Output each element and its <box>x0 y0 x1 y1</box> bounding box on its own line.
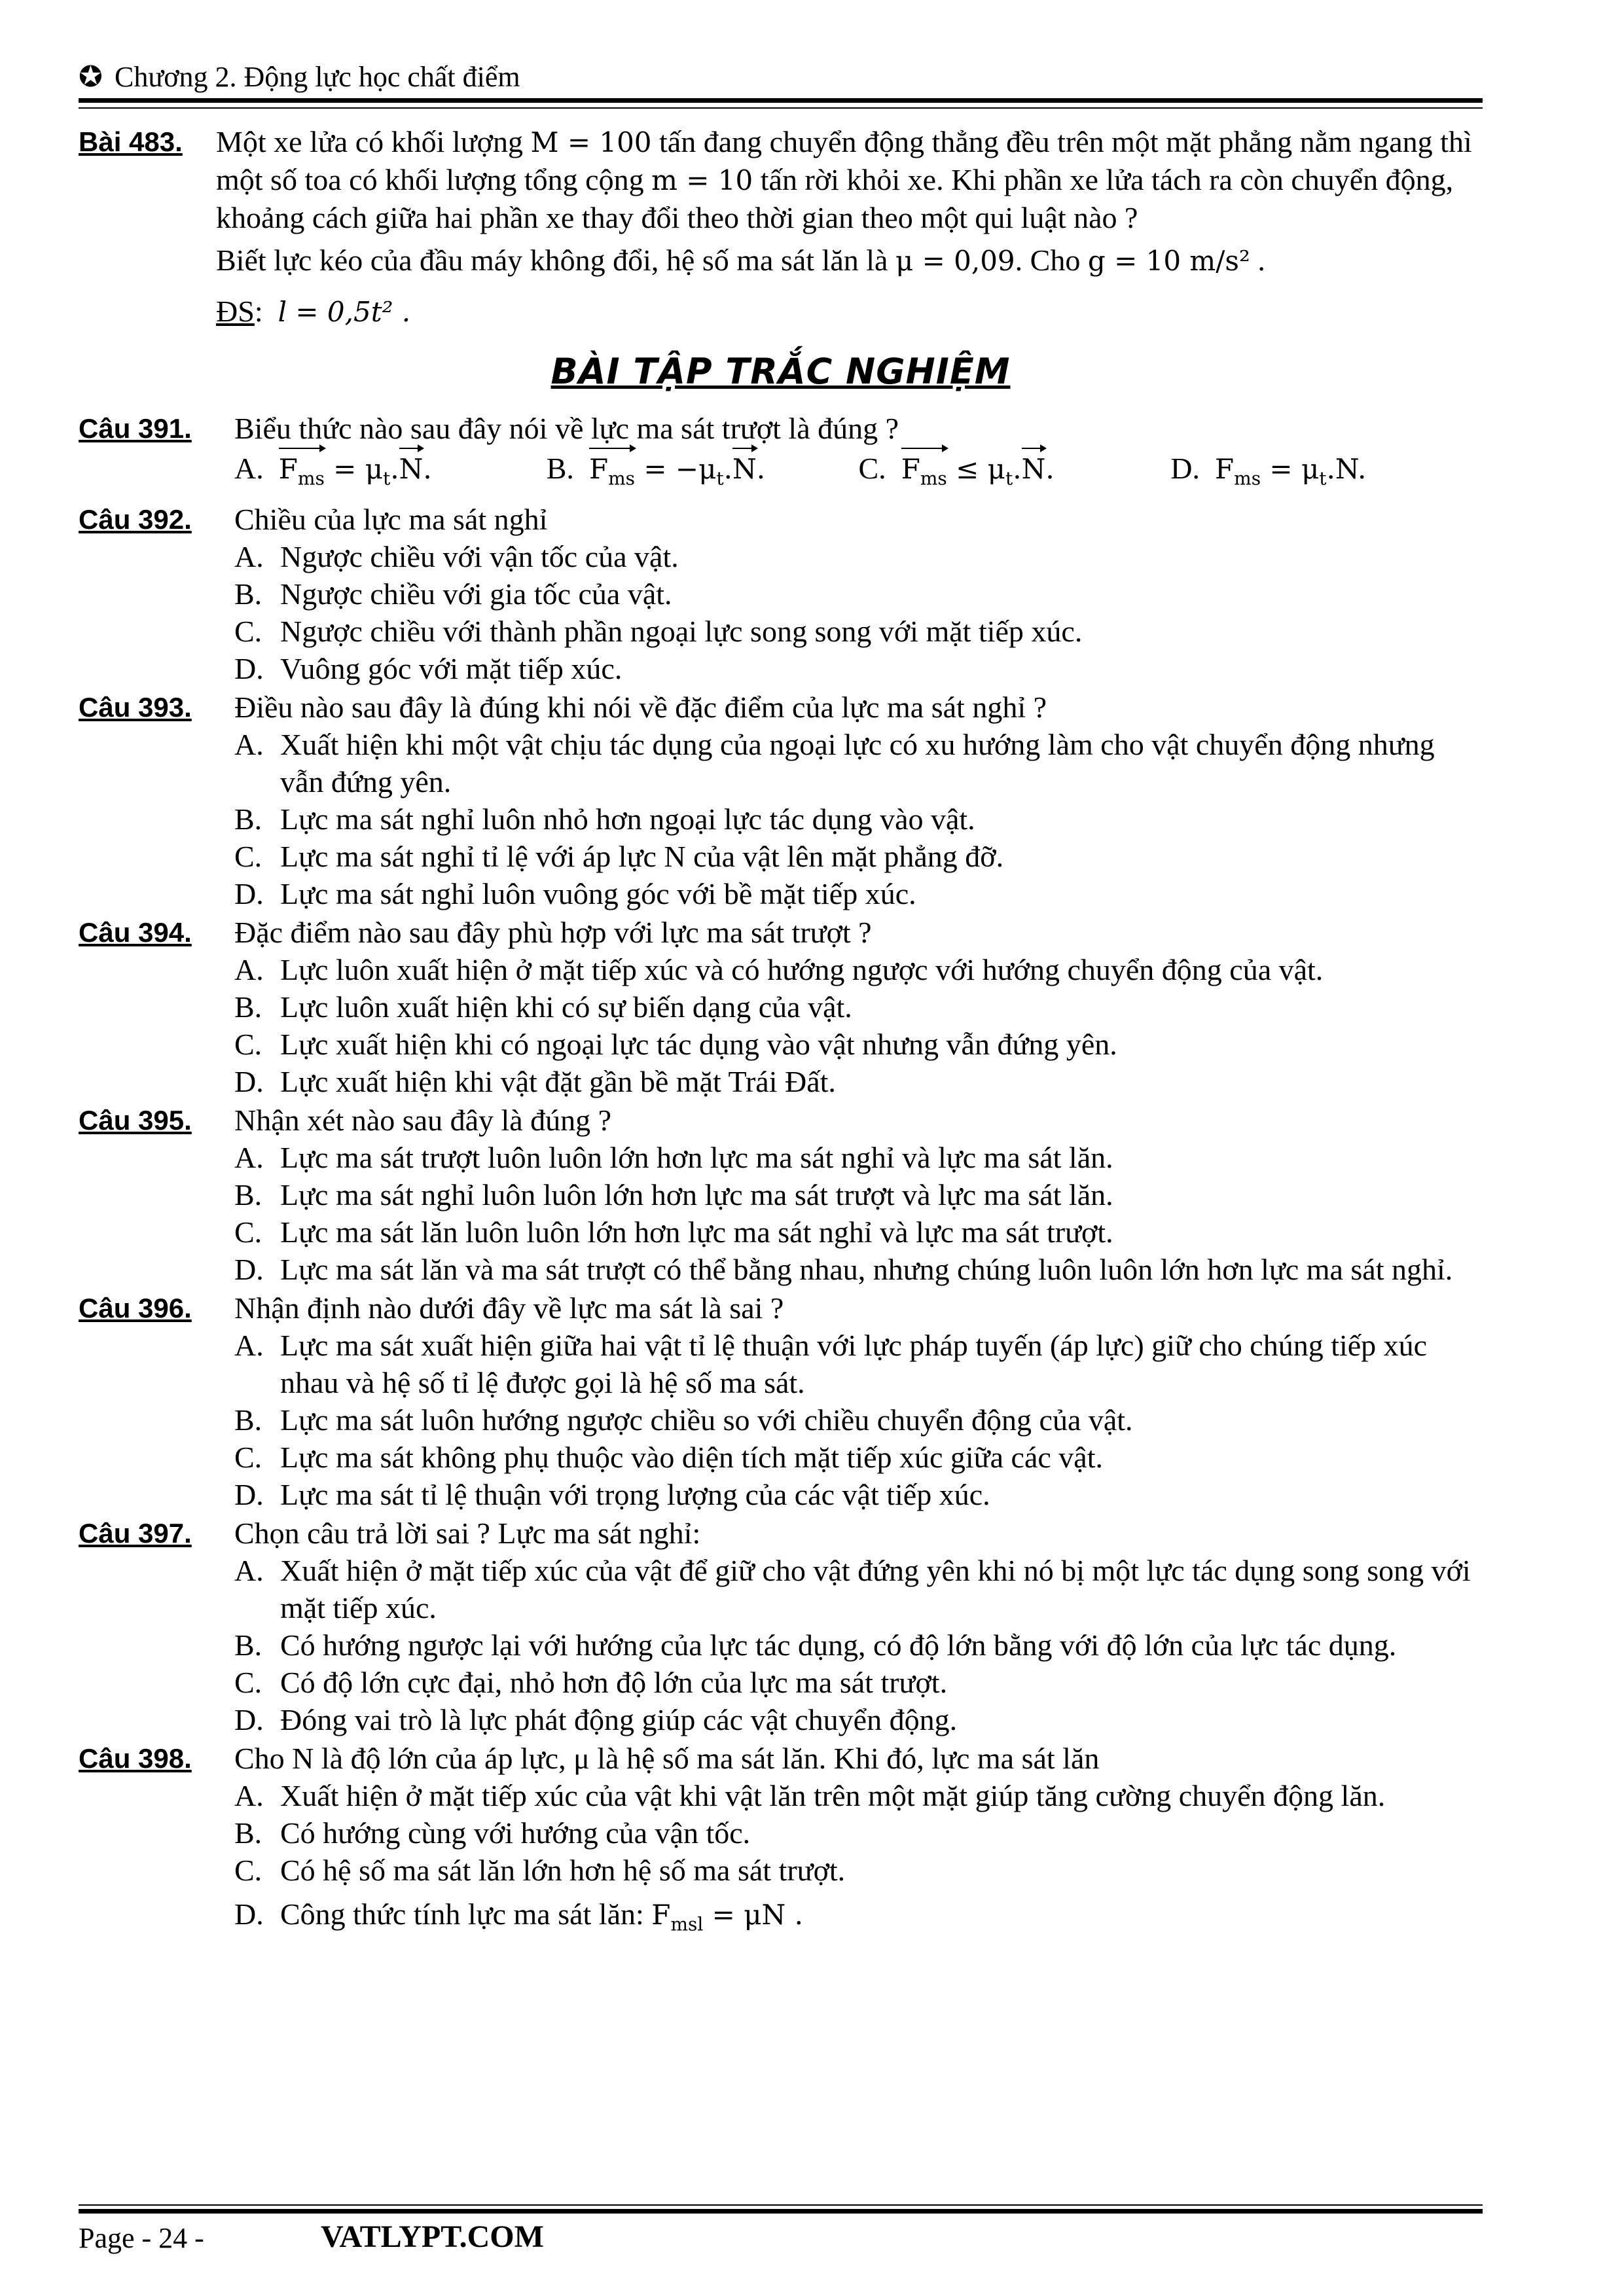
operator: = <box>324 453 365 485</box>
option-b <box>79 1814 1483 1852</box>
option-a <box>79 538 1483 575</box>
question-396 <box>79 1289 1483 1327</box>
option-b <box>547 450 859 497</box>
option-text: Xuất hiện khi một vật chịu tác dụng của ngoại lực có xu hướng làm cho vật chuyển động nhưng vẫn đứng yên. <box>280 728 1435 799</box>
chapter-title: Chương 2. Động lực học chất điểm <box>115 61 520 93</box>
problem-line-2 <box>216 242 1483 279</box>
option-label: A. <box>234 540 264 574</box>
answer-line <box>79 293 1483 331</box>
subscript: ms <box>920 467 947 490</box>
option-c <box>79 1852 1483 1889</box>
question-text: Biểu thức nào sau đây nói về lực ma sát trượt là đúng ? <box>234 412 899 445</box>
mu-symbol: μ <box>987 453 1005 485</box>
option-a <box>79 1777 1483 1814</box>
math-expr: μ = 0,09 <box>895 245 1015 277</box>
option-c <box>79 613 1483 650</box>
question-text: Đặc điểm nào sau đây phù hợp với lực ma sát trượt ? <box>234 916 872 950</box>
question-label: Câu 396. <box>79 1293 192 1324</box>
option-c <box>79 1439 1483 1476</box>
math-expr: M = 100 <box>530 126 652 158</box>
math-expr: g = 10 m/s² <box>1087 245 1250 277</box>
footer-rule <box>79 2209 1483 2214</box>
page-body <box>79 123 1483 1943</box>
question-391 <box>79 410 1483 447</box>
star-icon: ✪ <box>79 61 103 93</box>
question-395 <box>79 1102 1483 1139</box>
option-b <box>79 988 1483 1026</box>
f-symbol: F <box>651 1899 671 1931</box>
answer-label: ĐS <box>216 295 255 328</box>
option-text: Xuất hiện ở mặt tiếp xúc của vật để giữ cho vật đứng yên khi nó bị một lực tác dụng song song với mặt tiếp xúc. <box>280 1554 1471 1625</box>
option-label: A. <box>234 953 264 987</box>
option-c <box>79 1664 1483 1701</box>
option-label: C. <box>234 1028 262 1062</box>
answer-value: l = 0,5t² . <box>278 296 411 328</box>
option-text: Lực ma sát lăn luôn luôn lớn hơn lực ma sát nghỉ và lực ma sát trượt. <box>280 1215 1113 1249</box>
formula-rest: = μN . <box>703 1899 803 1931</box>
footer-rule-thin <box>79 2204 1483 2206</box>
problem-text-part: Một xe lửa có khối lượng <box>216 125 531 158</box>
math-expr: m = 10 <box>651 164 753 196</box>
vector-f <box>901 450 947 497</box>
question-text: Nhận định nào dưới đây về lực ma sát là sai ? <box>234 1291 784 1325</box>
option-a <box>79 1327 1483 1401</box>
f-symbol: F <box>278 453 298 485</box>
option-text-part: Công thức tính lực ma sát lăn: <box>280 1897 652 1931</box>
question-text: Nhận xét nào sau đây là đúng ? <box>234 1103 612 1138</box>
option-text: Xuất hiện ở mặt tiếp xúc của vật khi vật lăn trên một mặt giúp tăng cường chuyển động lăn. <box>280 1779 1386 1813</box>
answer-sep: : <box>254 295 263 328</box>
n-symbol: N <box>1021 453 1046 485</box>
option-text: Đóng vai trò là lực phát động giúp các vật chuyển động. <box>280 1703 958 1737</box>
option-d <box>79 1895 1483 1943</box>
option-text: Vuông góc với mặt tiếp xúc. <box>280 652 623 686</box>
option-label: D. <box>234 1065 264 1099</box>
vector-n <box>399 450 424 488</box>
option-text: Ngược chiều với gia tốc của vật. <box>280 577 672 611</box>
dot: . <box>1326 453 1335 485</box>
question-label: Câu 391. <box>79 413 192 444</box>
option-d <box>79 1251 1483 1288</box>
option-label: B. <box>234 1178 262 1212</box>
subscript: t <box>1005 467 1013 490</box>
question-label: Câu 393. <box>79 692 192 723</box>
period: . <box>423 453 432 485</box>
option-label: D. <box>1170 452 1200 485</box>
option-label: B. <box>234 1628 262 1662</box>
problem-text-part: tấn rời khỏi xe. Khi phần xe lửa tách ra còn chuyển động, khoảng cách giữa hai phần xe thay đổi theo thời gian theo một qui luật nào ? <box>216 163 1454 234</box>
option-label: C. <box>234 1854 262 1888</box>
subscript: t <box>716 467 724 490</box>
option-a <box>79 951 1483 988</box>
header-rule <box>79 98 1483 103</box>
problem-text-part: tấn đang chuyển động thẳng đều trên một mặt phẳng nằm ngang thì một số toa có khối lượng tổng cộng <box>216 125 1472 196</box>
option-text: Có độ lớn cực đại, nhỏ hơn độ lớn của lực ma sát trượt. <box>280 1666 948 1700</box>
option-text: Lực ma sát nghỉ luôn nhỏ hơn ngoại lực tác dụng vào vật. <box>280 802 975 836</box>
dot: . <box>723 453 733 485</box>
question-397 <box>79 1515 1483 1552</box>
option-text: Lực luôn xuất hiện khi có sự biến dạng của vật. <box>280 990 852 1024</box>
mu-symbol: μ <box>365 453 384 485</box>
question-label: Câu 397. <box>79 1518 192 1549</box>
option-b <box>79 1401 1483 1439</box>
mu-symbol: μ <box>698 453 717 485</box>
option-label: A. <box>234 1141 264 1175</box>
problem-text <box>216 123 1483 279</box>
operator: = − <box>635 453 699 485</box>
option-label: D. <box>234 652 264 686</box>
mu-symbol: μ <box>1301 453 1320 485</box>
subscript: ms <box>297 467 325 490</box>
subscript: t <box>383 467 391 490</box>
option-label: B. <box>234 1403 262 1437</box>
option-c <box>79 838 1483 875</box>
option-text: Lực ma sát lăn và ma sát trượt có thể bằng nhau, nhưng chúng luôn luôn lớn hơn lực ma sát nghỉ. <box>280 1253 1453 1287</box>
question-text: Chọn câu trả lời sai ? Lực ma sát nghỉ: <box>234 1516 701 1551</box>
question-391-options <box>79 450 1483 497</box>
option-d <box>1170 450 1483 497</box>
option-text: Lực xuất hiện khi vật đặt gần bề mặt Trái Đất. <box>280 1065 836 1099</box>
option-b <box>79 1176 1483 1213</box>
option-label: C. <box>234 840 262 874</box>
option-c <box>79 1026 1483 1063</box>
option-c <box>859 450 1171 497</box>
option-b <box>79 1626 1483 1664</box>
site-name: VATLYPT.COM <box>321 2219 544 2254</box>
option-text: Lực ma sát nghỉ tỉ lệ với áp lực N của vật lên mặt phẳng đỡ. <box>280 840 1004 874</box>
header-rule-thin <box>79 107 1483 109</box>
option-text: Lực ma sát luôn hướng ngược chiều so với chiều chuyển động của vật. <box>280 1403 1133 1437</box>
n-symbol: N <box>399 453 424 485</box>
option-label: B. <box>234 1816 262 1850</box>
option-text: Có hướng cùng với hướng của vận tốc. <box>280 1816 751 1850</box>
option-a <box>79 726 1483 800</box>
period: . <box>756 453 766 485</box>
question-label: Câu 395. <box>79 1105 192 1136</box>
question-393 <box>79 689 1483 726</box>
option-label: A. <box>234 1329 264 1363</box>
option-c <box>79 1213 1483 1251</box>
option-label: C. <box>234 615 262 649</box>
question-394 <box>79 914 1483 951</box>
operator: = <box>1261 453 1301 485</box>
option-d <box>79 1701 1483 1738</box>
section-title: BÀI TẬP TRẮC NGHIỆM <box>550 351 1011 392</box>
option-text: Lực ma sát trượt luôn luôn lớn hơn lực ma sát nghỉ và lực ma sát lăn. <box>280 1141 1113 1175</box>
option-label: D. <box>234 1253 264 1287</box>
vector-n <box>1022 450 1046 488</box>
question-text: Chiều của lực ma sát nghỉ <box>234 503 548 537</box>
vector-f <box>279 450 325 497</box>
option-d <box>79 875 1483 912</box>
option-d <box>79 1063 1483 1100</box>
question-392 <box>79 501 1483 538</box>
option-label: B. <box>234 990 262 1024</box>
option-a <box>79 1552 1483 1626</box>
option-label: D. <box>234 1897 264 1931</box>
option-text <box>280 1895 1483 1943</box>
f-symbol: F <box>1214 453 1235 485</box>
page-number: Page - 24 - <box>79 2222 204 2254</box>
dot: . <box>1013 453 1022 485</box>
option-text: Lực luôn xuất hiện ở mặt tiếp xúc và có hướng ngược với hướng chuyển động của vật. <box>280 953 1324 987</box>
option-label: A. <box>234 452 264 485</box>
option-label: A. <box>234 1554 264 1588</box>
option-b <box>79 800 1483 838</box>
n-symbol: N <box>1335 453 1358 485</box>
problem-label: Bài 483. <box>79 126 183 157</box>
question-label: Câu 394. <box>79 917 192 948</box>
option-text: Lực ma sát nghỉ luôn vuông góc với bề mặt tiếp xúc. <box>280 877 916 911</box>
option-label: B. <box>546 452 574 485</box>
vector-n <box>732 450 757 488</box>
n-symbol: N <box>732 453 757 485</box>
period: . <box>1357 453 1367 485</box>
option-a <box>234 450 547 497</box>
problem-text-part: . Cho <box>1015 243 1088 277</box>
f-symbol: F <box>901 453 920 485</box>
question-text: Điều nào sau đây là đúng khi nói về đặc điểm của lực ma sát nghỉ ? <box>234 691 1047 725</box>
option-a <box>79 1139 1483 1176</box>
option-d <box>79 1476 1483 1513</box>
question-text: Cho N là độ lớn của áp lực, μ là hệ số ma sát lăn. Khi đó, lực ma sát lăn <box>234 1742 1100 1776</box>
question-label: Câu 392. <box>79 504 192 535</box>
f-symbol: F <box>588 453 609 485</box>
question-label: Câu 398. <box>79 1743 192 1774</box>
option-label: A. <box>234 728 264 762</box>
option-text: Lực ma sát nghỉ luôn luôn lớn hơn lực ma sát trượt và lực ma sát lăn. <box>280 1178 1113 1212</box>
option-label: C. <box>234 1441 262 1475</box>
option-d <box>79 650 1483 687</box>
problem-483 <box>79 123 1483 279</box>
option-text: Lực ma sát xuất hiện giữa hai vật tỉ lệ thuận với lực pháp tuyến (áp lực) giữ cho chúng tiếp xúc nhau và hệ số tỉ lệ được gọi là hệ số ma sát. <box>280 1329 1428 1400</box>
subscript: ms <box>608 467 636 490</box>
option-label: D. <box>234 877 264 911</box>
option-text: Ngược chiều với thành phần ngoại lực song song với mặt tiếp xúc. <box>280 615 1083 649</box>
option-text: Ngược chiều với vận tốc của vật. <box>280 540 679 574</box>
period: . <box>1045 453 1055 485</box>
option-text: Có hướng ngược lại với hướng của lực tác dụng, có độ lớn bằng với độ lớn của lực tác dụng. <box>280 1628 1397 1662</box>
option-label: C. <box>234 1215 262 1249</box>
problem-text-part: Biết lực kéo của đầu máy không đổi, hệ số ma sát lăn là <box>216 243 895 277</box>
problem-text-part: . <box>1250 243 1265 277</box>
option-label: D. <box>234 1478 264 1512</box>
option-label: B. <box>234 802 262 836</box>
option-text: Có hệ số ma sát lăn lớn hơn hệ số ma sát trượt. <box>280 1854 846 1888</box>
option-label: B. <box>234 577 262 611</box>
option-text: Lực xuất hiện khi có ngoại lực tác dụng vào vật nhưng vẫn đứng yên. <box>280 1028 1117 1062</box>
subscript: ms <box>1234 467 1261 490</box>
operator: ≤ <box>947 453 988 485</box>
dot: . <box>390 453 399 485</box>
option-b <box>79 575 1483 613</box>
option-label: C. <box>234 1666 262 1700</box>
subscript: t <box>1319 467 1327 490</box>
option-label: C. <box>858 452 886 485</box>
option-text: Lực ma sát tỉ lệ thuận với trọng lượng của các vật tiếp xúc. <box>280 1478 990 1512</box>
question-398 <box>79 1740 1483 1777</box>
option-label: A. <box>234 1779 264 1813</box>
option-label: D. <box>234 1703 264 1737</box>
subscript: msl <box>670 1913 704 1935</box>
option-text: Lực ma sát không phụ thuộc vào diện tích mặt tiếp xúc giữa các vật. <box>280 1441 1103 1475</box>
vector-f <box>589 450 635 497</box>
